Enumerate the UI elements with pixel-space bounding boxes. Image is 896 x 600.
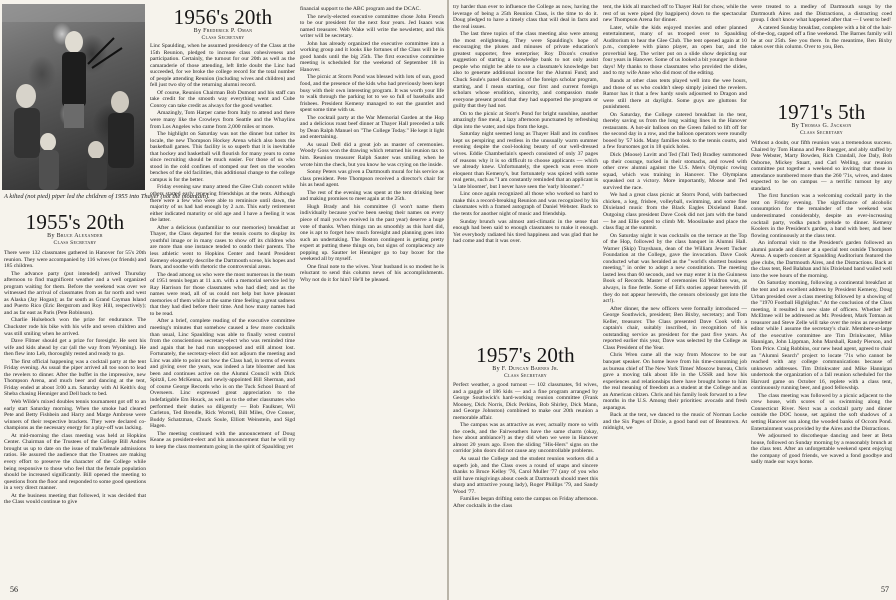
paragraph: The meeting continued with the announcement of Doug Keane as president-elect and his announcement that he will try to keep the class momentum going in the spirit of Spaulding yet — [150, 430, 295, 450]
section-title-1971: 1971's 5th — [777, 100, 866, 124]
right-page — [449, 0, 896, 600]
paragraph: Perfect weather, a good turnout — 102 classmates, 94 wives, and a gaggle of 186 kids — and a fine program arranged by George Southwick's hard-working reunion committee (Frank Mooney, Dick Norris, Dick Perkins, Bob Shirley, Dick Mann, and George Johnston) combined to make our 20th reunion a memorable affair. — [453, 382, 598, 421]
paragraph: try harder than ever to influence the College as now, having the leverage of being a 25th Reunion Class, is the time to do it. Doug pledged to have a timely class that will deal in facts and the real issues. — [453, 4, 598, 30]
paragraph: An informal visit to the President's garden followed an alumni parade and dinner at a special tent outside Thompson Arena. A superb concert at Spaulding Auditorium featured the glee clubs, the Dartmouth Aires, and the Distractions. Back at the class tent, Red Balaban and his Dixieland band wailed well into the wee hours of the morning. — [751, 240, 892, 279]
paragraph: Friday evening saw many attend the Glee Club concert while others started early renewing friendships at the tents. Although there were a few who were able to reminisce until dawn, the majority of us had had enough by 2 a.m. This early retirement either indicated maturity or old age and I have a feeling it was the latter. — [150, 184, 295, 224]
column-1956-a — [150, 43, 295, 583]
paragraph: As usual Dell did a great job as master of ceremonies. Woody Goss won the drawing which returned his reunion tax to him. Reunion treasurer Ralph Sauter was smiling when he wrote him the check, but you know he was crying on the inside. — [300, 141, 444, 168]
paragraph: Sonny Peters was given a Dartmouth mural for his service as class president. Pete Thompson received a director's chair for his as head agent. — [300, 169, 444, 189]
paragraph: After a brief, complete reading of the executive committee meeting's minutes that somehow caused a few more cocktails than usual, Linc Spaulding was able to finally wrest control from the conscientious secretary-elect who was reminded time and again that he had run unopposed and still almost lost. Fortunately, the secretary-elect did not adjourn the meeting and Linc was able to point out how the Class had, in terms of events and giving over the years, was indeed a late bloomer and has been and continues active on the Alumni Council with Dick Spitzli, Leo McKenna, and newly-appointed Bill Sherman, and of course George Records who is on the Tuck School Board of Overseers. Linc expressed great appreciation to the indefatigable Em Houck, as well as to the other classmates who performed their duties so diligently — Bob Faulkner, Wil Carleton, Ted Brendle, Rick Worrell, Bill Miles, Ove Conser, Buddy Schatzman, Chuck Soule, Elliott Weinstein, and Sigd Hagen. — [150, 318, 295, 430]
paragraph: On Saturday morning, following a continental breakfast at the tent and an excellent address by President Kemeny, Doug Urban presided over a class meeting followed by a showing of the "1970 Football Highlights." At the conclusion of the Class meeting, it resulted in new slate of officers. Whether Jeff McElmee will be addressed as Mr. President, Mark Totman as treasurer and Steve Zelle will take over the reins as newsletter editor while I assume the secretary's chair. Members-at-large of the executive committee are Tim Drinkwater, Mike Hannigan, John Lippman, John Marshall, Randy Pierson, and Tom Price. Craig Robbins, our new head agent, agreed to chair an "Alumni Search" project to locate '71s who cannot be reached with any college communications because of unknown addresses. Tim Drinkwater and Mike Hannigan undertook the organization of a fall reunion scheduled for the Harvard game on October 16, replete with a class tent, continuously running beer, and good fellowship. — [751, 280, 892, 392]
piper-photo — [2, 4, 145, 190]
paragraph: The class meeting was followed by a picnic adjacent to the crew house, with scores of us swimming along the Connecticut River. Next was a cocktail party and dinner outside the DOC house, set against the soft shadows of a setting Hanover sun along the wooded banks of Occom Pond. Entertainment was provided by the Aires and the Distractions. — [751, 392, 892, 432]
role-1956: Class Secretary — [201, 35, 245, 41]
byline-prefix-1956: By — [193, 28, 202, 34]
photo-crowd-shapes — [2, 4, 145, 190]
paragraph: On Saturday, the College catered breakfast in the tent, thereby saving us from the long waiting lines in the Hanover restaurants. A hot-air balloon on the Green failed to lift off for the second day in a row, and the balloon operators were roundly booed by '57 kids. Many families took to the tennis courts, and a few foursomes got in 18 quick holes. — [603, 111, 747, 151]
paragraph: One final note to the wives. Your husband is so modest he is reluctant to send this column news of his accomplishments. Why not do it for him? He'll be pleased. — [300, 263, 444, 283]
byline-1956 — [150, 28, 296, 35]
photo-caption: A kilted (not pied) piper led the children of 1955 into Thayer (not the mountain). — [4, 193, 210, 200]
column-right-2 — [603, 4, 747, 583]
paragraph: Of course, Reunion Chairman Bob Dumont and his staff can take credit for the smooth way everything went and Cube Conroy can take credit as always for the good weather. — [150, 89, 295, 109]
paragraph: The picnic at Storrs Pond was blessed with lots of sun, good food, and the presence of the kids who had previously been kept busy with their own interesting program. It was worth your life to walk through the parking lot to we so full of baseballs and frisbees. President Kemeny managed to eat the gauntlet and spent some time with us. — [300, 74, 444, 114]
paragraph: Back at the tent, we danced to the music of Norman Locke and the Six Pages of Dixie, a good band out of Beantown. At midnight, we — [603, 412, 747, 432]
paragraph: At mid-morning the class meeting was held at Hopkins Center. Chairman of the Trustees of the College Bill Andres brought us up to date on the issue of male/female admissions ratios. He assured the audience that the Trustees are making every effort to preserve the character of the College while being responsive to those who feel that the female population should be increased significantly. Bill opened the meeting to questions from the floor and responded to some good questions in a very direct manner. — [4, 432, 146, 492]
paragraph: Sunday brunch was almost anti-climatic in the sense that enough had been said to enough classmates to make it enough. Yet everybody radiated his tired happiness and was glad that he had come and that it was over. — [453, 218, 598, 245]
paragraph: On Saturday night it was cocktails on the terrace at the Top of the Hop, followed by the class banquet in Alumni Hall. Warner (Skip) Trayshaun, dean of the William Jewett Tucker Foundation at the College, gave the invocation. Dave Cook conducted what was heralded as the "world's shortest business meeting," in order to adopt a new constitution. The meeting lasted less than 60 seconds, and we may enter it in the Guinness Book of Records. Master of ceremonies Ed Waldron was, as always, in fine fettle. Some of Ed's stories appear herewith (if they do not appear herewith, the censors obviously got into the act!). — [603, 232, 747, 305]
paragraph: The cocktail party at the War Memorial Garden at the Hop and a delicious roast beef dinner at Thayer Hall preceded a talk by Dean Ralph Manuel on "The College Today." He kept it light and entertaining. — [300, 114, 444, 141]
byline-1971 — [751, 123, 892, 130]
paragraph: The advance party (put intended) arrived Thursday afternoon to find magnificent weather and a well organized program waiting for them. Before the weekend was over we witnessed the arrival of classmates from as far north and west as Alaska (Jay Hogan); as far south as Grand Cayman Island and Puerto Rico (Eric Bergstrom and Roy Hill, respectively); and as far east as Paris (Pete Robinson). — [4, 270, 146, 316]
heading-1956 — [150, 6, 296, 42]
paragraph: We adjourned to discotheque dancing and beer at Beta house, followed on Sunday morning by a reasonably brunch at the class tent. After an unforgettable weekend spent enjoying the company of good friends, we waved a fond goodbye and sadly made our ways home. — [751, 433, 892, 466]
paragraph: were treated to a medley of Dartmouth songs by the Dartmouth Aires and the Distractions, a distracting coed group. I don't know what happened after that — I went to bed! — [751, 4, 892, 24]
role-1971: Class Secretary — [800, 130, 843, 136]
paragraph: Web Wilde's mixed doubles tennis tournament got off to an early start Saturday morning. When the smoke had cleared Pete and Betty Fishbein and Harry and Marge Ambrose were winners of their respective brackets. They were declared co-champions as the necessary energy for a play-off was lacking. — [4, 399, 146, 432]
paragraph: Dick (Moose) Lavitt and Ted (Tall Ted) Bradley summoned up their courage, tucked in their stomachs, and rowed with other crew alumni against the U.S. Men's Olympic rowing squad, which was training in Hanover. The Olympians squeaked out a victory. More importantly, Moose and Ted survived the race. — [603, 152, 747, 191]
paragraph: The first function was a welcoming cocktail party in the tent on Friday evening. The significance of alcoholic consumption for the remainder of the weekend was underestimated considerably, despite an ever-increasing cocktail party, vodka punch prelude to dinner. Kemeny Koolers in the President's garden, a band with beer, and beer flowing continuously at the class tent. — [751, 193, 892, 239]
section-title-1955: 1955's 20th — [25, 210, 125, 234]
author-1971: Thomas G. Jackson — [800, 123, 852, 129]
paragraph: John has already organized the executive committee into a working group and it looks like fortunes of the Class will be in good hands until the big 25th. The first executive committee meeting is scheduled for the weekend of September 18 in Hanover. — [300, 40, 444, 73]
role-1955: Class Secretary — [53, 240, 97, 246]
heading-1957 — [453, 344, 598, 380]
paragraph: financial support to the ABC program and the DCAC. — [300, 6, 421, 12]
heading-1955 — [4, 211, 146, 247]
left-page — [0, 0, 447, 600]
byline-1955 — [4, 233, 146, 240]
column-1955 — [4, 250, 146, 583]
paragraph: After a delicious (unfamiliar to our memories) breakfast at Thayer, the Class departed for the tennis courts to display its youthful image or in many cases to show off its children who are more than one instance tended to outdo their parents. The less athletic went to Hopkins Center and heard President Kemeny eloquently describe the Dartmouth scene, his hopes and fears, and soothe with rhetoric the controversial areas. — [150, 224, 295, 271]
paragraph: Without a doubt, our fifth reunion was a tremendous success. Chaired by Tom Hanna and Pete Ruegger, and ably staffed by Pete Webster, Marty Bowden, Rich Crandall, Joe Daly, Bob Osborne, Mickey Stuart, and Carl Welling, our reunion committee put together a weekend so inviting that those in attendance numbered more than the 260 '71s, wives, and dates expected to be on campus — a terrific turnout by any standard. — [751, 140, 892, 192]
paragraph: Dave Flitner should get a prize for foresight. He sent his wife and kids ahead by car (all the way from Wyoming). He then flew into Leb, thoroughly rested and ready to go. — [4, 338, 146, 358]
paragraph: Linc once again recognized all those who worked so hard to make this a record-breaking Reunion and was recognized by his classmates with a framed autograph of Daniel Webster. Back to the tents for another night of music and friendship. — [453, 191, 598, 217]
page-number-left: 56 — [10, 585, 18, 594]
author-1957: F. Duncan Barnes Jr. — [501, 366, 559, 372]
paragraph: As usual the College and the student reunion workers did a superb job, and the Class owes a round of snaps and sincere thanks to Bruce Kelley '76, Carol Muller '77 (any of you who still have misgivings about coeds at Dartmouth should meet this sharp and attractive young lady), Roger Phillips '79, and Sandy Wood '77. — [453, 456, 598, 495]
column-1957 — [453, 382, 598, 583]
author-1955: Bruce Alexander — [56, 233, 103, 239]
paragraph: The newly-elected executive committee chose John French to be our president for the next four years. Jed Isaacs was named treasurer. Web Wake will write the newsletter, and this writer will be secretary. — [300, 13, 444, 40]
paragraph: The highlight on Saturday was not the dinner but rather its locale, the new Thompson Hockey Arena which also hosts the basketball games. This facility is so superb that it is inevitable that hockey and basketball will flourish for many years to come since recruiting should be much easier. For those of us who stood in the cold confines of stomped our feet on the wooden benches of the old facilities, this additional change to the college campus is for the better. — [150, 131, 295, 183]
paragraph: The first official happening was a cocktail party at the tent Friday evening. As usual the piper arrived all too soon to lead the revelers to dinner. After the buffet in the impressive, new Thompson Arena, and much beer and dancing at the tent, Friday ended at about 3:00 a.m. Saturday with Al Keith's dog Sheba chasing Henniger and Dell back to bed. — [4, 358, 146, 398]
byline-1957 — [453, 366, 598, 373]
paragraph: tent, the kids all marched off to Thayer Hall for chow, while the rest of us were piped (by bagpipers) down to the spectacular new Thompson Arena for dinner. — [603, 4, 747, 24]
column-1971 — [751, 140, 892, 583]
heading-1971 — [751, 101, 892, 137]
paragraph: Linc Spaulding, when he assumed presidency of the Class at the 15th Reunion, pledged to increase class cohesiveness and participation. Certainly, the turnout for our 20th as well as the camaraderie of those attending, left little doubt the Linc had succeeded, for we broke the college record for the total number of people attending Reunion (including wives and children) and fell just two shy of the returning alumni record. — [150, 43, 295, 89]
column-right-3-top — [751, 4, 892, 96]
role-1957: Class Secretary — [504, 373, 547, 379]
paragraph: Chris Wren came all the way from Moscow to be our banquet speaker. On home leave from his time-consuming job as bureau chief of The New York Times' Moscow bureau, Chris gave a moving talk about life in the USSR and how his experiences and relationships there have brought home to him the real meaning of freedom as a student at the College and as an American citizen. Chris and his family look forward to a few months in the U.S. Among their priorities: avocado and fresh asparagus. — [603, 352, 747, 411]
paragraph: Amazingly, Tom Harper came from Italy to attend and there were many like the Crowleys from Seattle and the Whaylins from Los Angeles who came from 2,000 miles or more. — [150, 110, 295, 130]
column-1956-b — [300, 6, 444, 583]
paragraph: The rest of the evening was spent at the tent drinking beer and making promises to meet again at the 25th. — [300, 189, 444, 203]
byline-prefix-1955: By — [47, 233, 55, 239]
column-right-1-top — [453, 4, 598, 322]
byline-prefix-1957: By — [492, 366, 500, 372]
paragraph: At the business meeting that followed, it was decided that the Class would continue to give — [4, 492, 146, 506]
paragraph: The last three topics of the class meeting also were among the most enlightening. They were Spaulding's hope of encouraging the pluses and minuses of private education's greatest supporter, free enterprise; Roy Dixon's creative suggestion of starting a knowledge bank to not only assist people who might be able to use a classmate's knowledge but also to generate additional income for the Alumni Fund; and Chuck Soule's panel discussion of the foreign scholar program, starting, and I mean starting, our first and current foreign scholars whose erudition, sincerity, and compassion made everyone present proud that they had supported the program or guilty that they had not. — [453, 31, 598, 110]
byline-prefix-1971: By — [791, 123, 800, 129]
paragraph: There were 132 classmates gathered in Hanover for 55's 20th reunion. They were accompanied by 116 wives (or friends) and 185 children. — [4, 250, 146, 270]
paragraph: The dead among us who were the most numerous in the team of 1951 tennis began at 11 a.m. with a memorial service led by Ray Harrison for those classmates who had died; and as the names were read, all of us could not help but have pleasant memories of them while at the same time feeling a great sadness that they had died before their time. And how many names had to be read. — [150, 271, 295, 317]
paragraph: Bands at other class tents played well into the wee hours, and those of us who couldn't sleep simply joined the revelers. Ramor has it that a few hardy souls adjourned to Dragon and were still there at daylight. Some guys are gluttons for punishment. — [603, 78, 747, 111]
section-title-1957: 1957's 20th — [476, 343, 575, 367]
paragraph: On to the picnic at Storr's Pond for bright sunshine, another amazingly fine meal, a lazy afternoon punctuated by refreshing dips into the water, and sips from the kegs. — [453, 110, 598, 130]
paragraph: After dinner, the new officers were formally introduced — George Southwick, president; Ben Bixby, secretary; and Tom Keller, treasurer. The Class presented Dave Cook with a captain's chair, suitably inscribed, in recognition of his outstanding service as president for the past five years. As reported earlier this year, Dave was selected by the College as Class President of the Year. — [603, 305, 747, 351]
paragraph: A catered Sunday breakfast, complete with a bit of the hair-of-the-dog, capped off a fine weekend. The Barnes family will be at our 25th. See you there. In the meantime, Ben Bixby takes over this column. Over to you, Ben. — [751, 24, 892, 51]
page-number-right: 57 — [881, 585, 889, 594]
paragraph: The campus was as attractive as ever, actually more so with the coeds, and the Fairweathers have the same charm (okay, how about ambiance?) as they did when we were in Hanover almost 20 years ago. Even the sliding "His-Hers" signs on the corridor john doors did not cause any uncontrollable problems. — [453, 422, 598, 455]
paragraph: Charlie Hulseboch won the prize for endurance. The Chuckster rode his bike with his wife and seven children and was still smiling when he arrived. — [4, 317, 146, 337]
paragraph: Saturday night seemed long as Thayer Hall and its confines kept us perspiring and restless in the unusually warm summer evening despite the cool-looking beauty of our well-dressed wives. Eddie Chamberlain's speech consisted of only 37 pages of reasons why it is so difficult to choose applicants — which we already knew. Unfortunately, the speech was even more eloquent than Kemeny's, but fortunately was spiced with some real gems, such as "I am constantly reminded that an applicant is 'a late bloomer', but I never have seen the 'early bloomer'." — [453, 131, 598, 190]
paragraph: Later, while the kids enjoyed movies and other planned entertainment, many of us trooped over to Spaulding Auditorium to hear the Glee Club. The tent opened again at 10 p.m., complete with piano player, an open bar, and the proverbial keg. The writer put on a slide show depicting our four years in Hanover. Some of us looked a bit younger in those days! My thanks to those classmates who provided the slides, and to my wife Anne who did most of the editing. — [603, 24, 747, 77]
section-title-1956: 1956's 20th — [173, 5, 273, 29]
paragraph: Families began drifting onto the campus on Friday afternoon. After cocktails in the class — [453, 496, 598, 509]
author-1956: Frederick P. Oman — [203, 28, 253, 34]
paragraph: Hugh Brady and his committee (I won't name them individually because you've been seeing their names on every piece of mail you've received in the past year) deserve a huge vote of thanks. When things ran as smoothly as this hard did, one is apt to forget how much foresight and planning goes into such an undertaking. The Boston contingent is getting pretty expert at putting these things on, but signs of complacency are popping up. Sautter let Henniger go to bay boxer for the weekend all by myself. — [300, 203, 444, 263]
paragraph: We had a great class picnic at Storrs Pond, with barbecued chicken, a keg, frisbee, volleyball, swimming, and some fine Dixieland music from the Black Eagles Dixieland Band. Outgoing class president Dave Cook did not jam with the band — he and Ellie opted to climb Mt. Moosilauke and place the class flag at the summit. — [603, 192, 747, 232]
